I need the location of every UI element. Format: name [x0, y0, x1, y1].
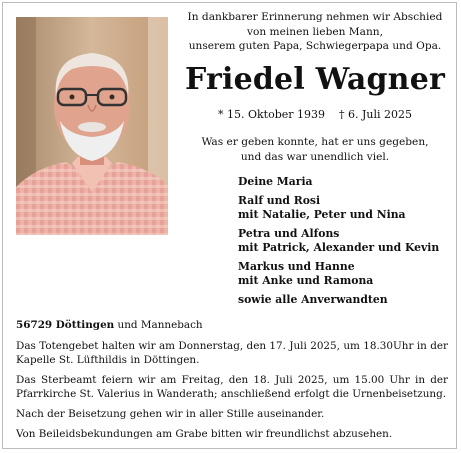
life-dates	[178, 108, 452, 121]
intro-line: unserem guten Papa, Schwiegerpapa und Opa.	[188, 40, 442, 52]
family-group	[238, 260, 453, 288]
mass-paragraph: Das Sterbeamt feiern wir am Freitag, den 18. Juli 2025, um 15.00 Uhr in der Pfarrkirche St. Valerius in Wanderath; anschließend erfolgt die Urnenbeisetzung.	[16, 374, 448, 400]
family-group	[238, 227, 453, 255]
quote-line: Was er geben konnte, hat er uns gegeben,	[201, 136, 429, 148]
memorial-quote	[178, 135, 452, 164]
family-line: sowie alle Anverwandten	[238, 293, 388, 306]
place-town: 56729 Döttingen	[16, 319, 115, 331]
place-rest: und Mannebach	[114, 319, 203, 331]
intro-line: von meinen lieben Mann,	[246, 25, 383, 38]
family-group	[238, 194, 453, 222]
deceased-name: Friedel Wagner	[185, 62, 445, 97]
family-group	[238, 175, 453, 189]
service-details	[16, 318, 448, 447]
portrait-illustration	[16, 17, 168, 235]
family-list	[238, 175, 453, 312]
birth-date: * 15. Oktober 1939	[217, 108, 325, 121]
family-line: mit Anke und Ramona	[238, 274, 374, 287]
intro-line: In dankbarer Erinnerung nehmen wir Abschied	[187, 11, 443, 23]
death-date: † 6. Juli 2025	[339, 108, 413, 121]
family-line: Ralf und Rosi	[238, 194, 321, 207]
condolence-paragraph: Von Beileidsbekundungen am Grabe bitten wir freundlichst abzusehen.	[16, 428, 393, 440]
family-line: mit Natalie, Peter und Nina	[238, 208, 406, 221]
family-line: mit Patrick, Alexander und Kevin	[238, 241, 440, 254]
prayer-paragraph: Das Totengebet halten wir am Donnerstag, den 17. Juli 2025, um 18.30Uhr in der Kapelle St. Lüfthildis in Döttingen.	[16, 340, 448, 366]
family-line: Markus und Hanne	[238, 260, 355, 273]
family-group	[238, 293, 453, 307]
intro-text	[178, 10, 452, 54]
place-line	[16, 318, 448, 332]
quote-line: und das war unendlich viel.	[240, 150, 390, 163]
family-line: Petra und Alfons	[238, 227, 340, 240]
family-line: Deine Maria	[238, 175, 313, 188]
portrait-photo	[16, 17, 168, 235]
burial-paragraph: Nach der Beisetzung gehen wir in aller Stille auseinander.	[16, 408, 325, 420]
